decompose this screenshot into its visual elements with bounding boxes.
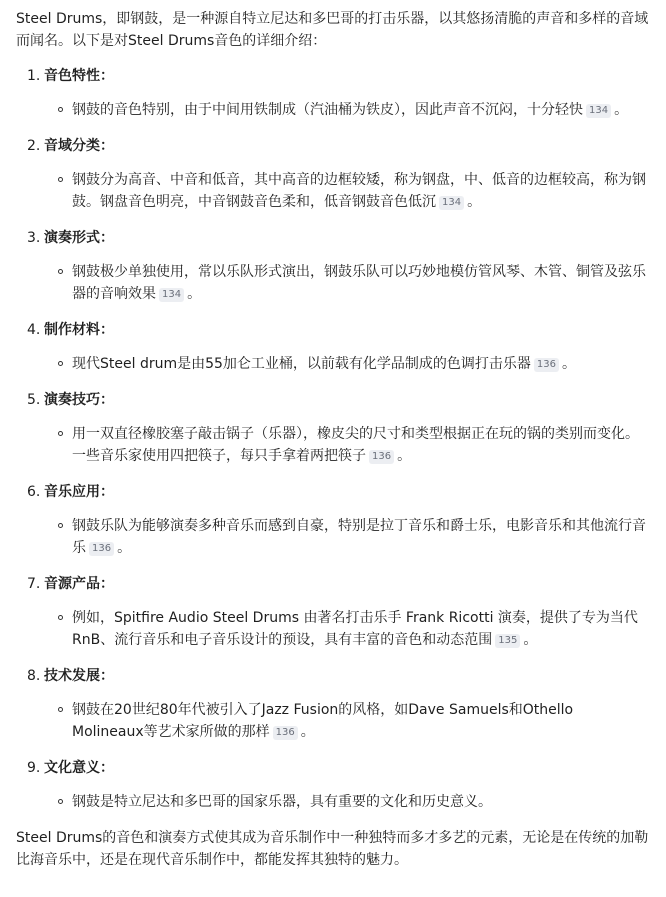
bullet-list	[16, 607, 652, 651]
bullet-text: 现代Steel drum是由55加仑工业桶，以前载有化学品制成的色调打击乐器	[72, 356, 531, 372]
section-6	[16, 481, 652, 559]
citation-badge[interactable]: 136	[89, 542, 114, 556]
section-heading	[27, 665, 652, 687]
section-title: 技术发展：	[44, 668, 114, 684]
bullet-text: 钢鼓的音色特别，由于中间用铁制成（汽油桶为铁皮），因此声音不沉闷，十分轻快	[72, 102, 583, 118]
bullet-list	[16, 791, 652, 813]
bullet-item	[16, 169, 652, 213]
bullet-list	[16, 699, 652, 743]
section-heading	[27, 481, 652, 503]
section-heading	[27, 65, 652, 87]
bullet-end-punct: 。	[300, 724, 315, 740]
bullet-text: 例如，Spitfire Audio Steel Drums 由著名打击乐手 Frank Ricotti 演奏，提供了专为当代RnB、流行音乐和电子音乐设计的预设，具有丰富的音色和动态范围	[72, 610, 638, 648]
section-4	[16, 319, 652, 375]
section-number: 3.	[27, 230, 41, 246]
hollow-bullet-icon	[58, 361, 63, 366]
section-number: 4.	[27, 322, 41, 338]
section-title: 演奏技巧：	[44, 392, 114, 408]
bullet-list	[16, 99, 652, 121]
bullet-list	[16, 423, 652, 467]
section-title: 音源产品：	[44, 576, 114, 592]
bullet-text: 钢鼓分为高音、中音和低音，其中高音的边框较矮，称为钢盘，中、低音的边框较高，称为钢鼓。钢盘音色明亮，中音钢鼓音色柔和，低音钢鼓音色低沉	[72, 172, 646, 210]
bullet-list	[16, 169, 652, 213]
citation-badge[interactable]: 134	[586, 104, 611, 118]
bullet-end-punct: 。	[523, 632, 538, 648]
citation-badge[interactable]: 136	[369, 450, 394, 464]
section-number: 6.	[27, 484, 41, 500]
bullet-item	[16, 515, 652, 559]
section-title: 文化意义：	[44, 760, 114, 776]
bullet-end-punct: 。	[562, 356, 577, 372]
hollow-bullet-icon	[58, 707, 63, 712]
closing-paragraph: Steel Drums的音色和演奏方式使其成为音乐制作中一种独特而多才多艺的元素，无论是在传统的加勒比海音乐中，还是在现代音乐制作中，都能发挥其独特的魅力。	[16, 830, 649, 868]
hollow-bullet-icon	[58, 269, 63, 274]
section-9	[16, 757, 652, 813]
section-2	[16, 135, 652, 213]
section-title: 演奏形式：	[44, 230, 114, 246]
citation-badge[interactable]: 134	[159, 288, 184, 302]
bullet-end-punct: 。	[117, 540, 132, 556]
section-heading	[27, 227, 652, 249]
section-heading	[27, 389, 652, 411]
section-title: 音色特性：	[44, 68, 114, 84]
bullet-end-punct: 。	[614, 102, 629, 118]
bullet-text: 用一双直径橡胶塞子敲击锅子（乐器），橡皮尖的尺寸和类型根据正在玩的锅的类别而变化。一些音乐家使用四把筷子，每只手拿着两把筷子	[72, 426, 639, 464]
section-title: 音域分类：	[44, 138, 114, 154]
bullet-item	[16, 699, 652, 743]
section-1	[16, 65, 652, 121]
section-title: 音乐应用：	[44, 484, 114, 500]
section-number: 1.	[27, 68, 41, 84]
bullet-item	[16, 791, 652, 813]
section-number: 5.	[27, 392, 41, 408]
section-3	[16, 227, 652, 305]
bullet-list	[16, 261, 652, 305]
bullet-text: 钢鼓极少单独使用，常以乐队形式演出，钢鼓乐队可以巧妙地模仿管风琴、木管、铜管及弦乐器的音响效果	[72, 264, 646, 302]
bullet-item	[16, 353, 652, 375]
hollow-bullet-icon	[58, 431, 63, 436]
bullet-text: 钢鼓在20世纪80年代被引入了Jazz Fusion的风格，如Dave Samuels和Othello Molineaux等艺术家所做的那样	[72, 702, 574, 740]
bullet-text: 钢鼓是特立尼达和多巴哥的国家乐器，具有重要的文化和历史意义。	[72, 794, 492, 810]
bullet-end-punct: 。	[467, 194, 482, 210]
citation-badge[interactable]: 136	[273, 726, 298, 740]
section-heading	[27, 319, 652, 341]
bullet-item	[16, 423, 652, 467]
section-number: 2.	[27, 138, 41, 154]
section-list	[16, 65, 652, 813]
hollow-bullet-icon	[58, 107, 63, 112]
bullet-list	[16, 353, 652, 375]
section-heading	[27, 573, 652, 595]
citation-badge[interactable]: 134	[439, 196, 464, 210]
citation-badge[interactable]: 135	[495, 634, 520, 648]
bullet-end-punct: 。	[397, 448, 412, 464]
hollow-bullet-icon	[58, 523, 63, 528]
hollow-bullet-icon	[58, 177, 63, 182]
bullet-item	[16, 607, 652, 651]
bullet-end-punct: 。	[187, 286, 202, 302]
section-7	[16, 573, 652, 651]
bullet-item	[16, 261, 652, 305]
bullet-list	[16, 515, 652, 559]
section-title: 制作材料：	[44, 322, 114, 338]
section-number: 9.	[27, 760, 41, 776]
section-8	[16, 665, 652, 743]
citation-badge[interactable]: 136	[534, 358, 559, 372]
section-number: 7.	[27, 576, 41, 592]
hollow-bullet-icon	[58, 799, 63, 804]
section-5	[16, 389, 652, 467]
bullet-text: 钢鼓乐队为能够演奏多种音乐而感到自豪，特别是拉丁音乐和爵士乐，电影音乐和其他流行音乐	[72, 518, 646, 556]
section-heading	[27, 757, 652, 779]
bullet-item	[16, 99, 652, 121]
section-number: 8.	[27, 668, 41, 684]
section-heading	[27, 135, 652, 157]
intro-paragraph: Steel Drums，即钢鼓，是一种源自特立尼达和多巴哥的打击乐器，以其悠扬清脆的声音和多样的音域而闻名。以下是对Steel Drums音色的详细介绍：	[16, 11, 649, 49]
hollow-bullet-icon	[58, 615, 63, 620]
